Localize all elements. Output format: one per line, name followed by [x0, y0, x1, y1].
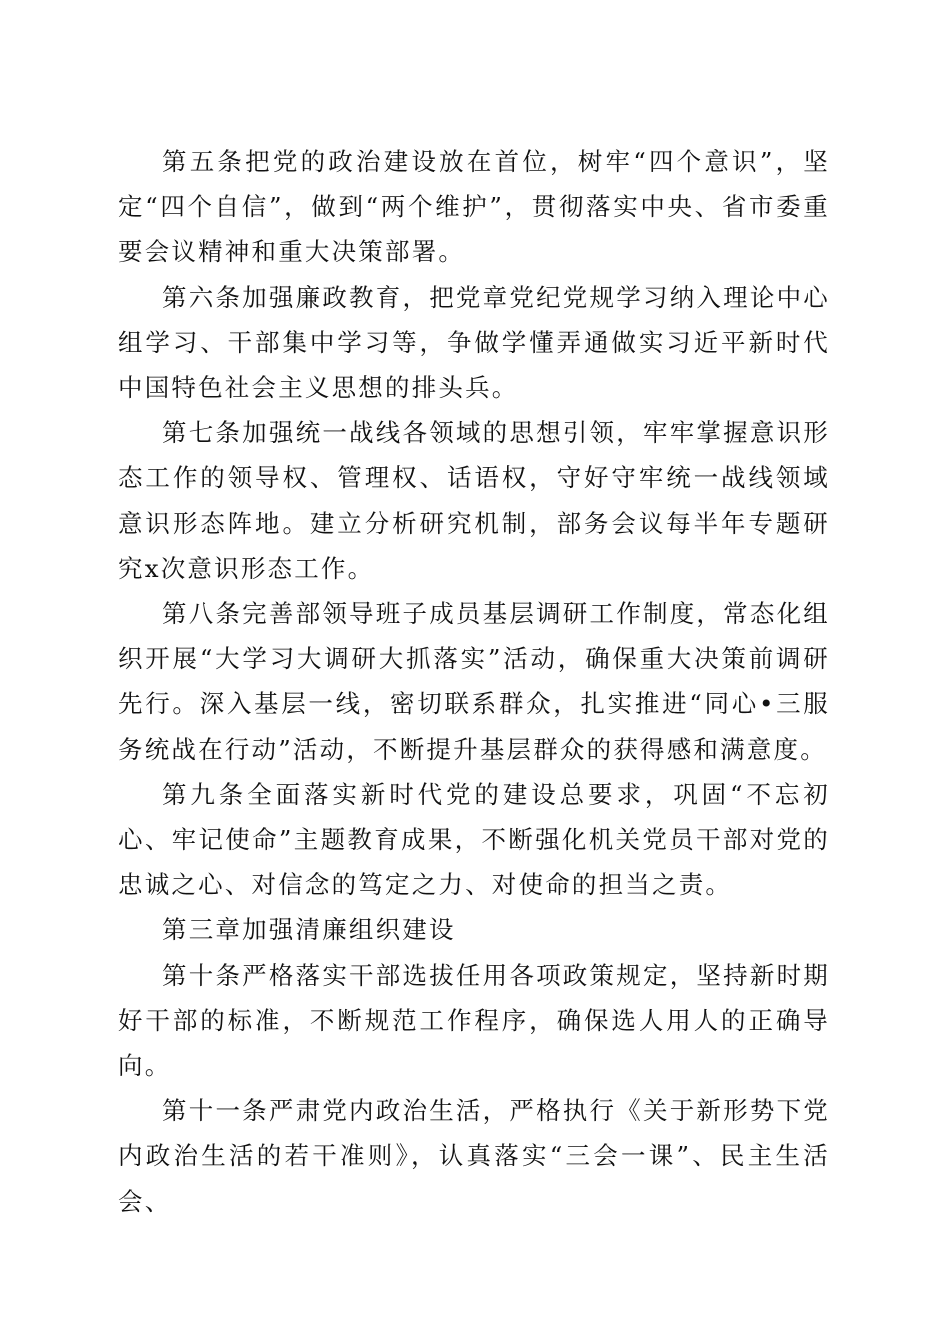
document-body [118, 139, 830, 1224]
article-9-paragraph: 第九条全面落实新时代党的建设总要求，巩固“不忘初心、牢记使命”主题教育成果，不断强化机关党员干部对党的忠诚之心、对信念的笃定之力、对使命的担当之责。 [118, 779, 830, 900]
article-5-paragraph: 第五条把党的政治建设放在首位，树牢“四个意识”，坚定“四个自信”，做到“两个维护”，贯彻落实中央、省市委重要会议精神和重大决策部署。 [118, 147, 830, 267]
article-11-paragraph: 第十一条严肃党内政治生活，严格执行《关于新形势下党内政治生活的若干准则》，认真落实“三会一课”、民主生活会、 [118, 1096, 830, 1216]
chapter-3-heading: 第三章加强清廉组织建设 [162, 915, 456, 945]
article-8-paragraph: 第八条完善部领导班子成员基层调研工作制度，常态化组织开展“大学习大调研大抓落实”活动，确保重大决策前调研先行。深入基层一线，密切联系群众，扎实推进“同心•三服务统战在行动”活动，不断提升基层群众的获得感和满意度。 [118, 599, 830, 764]
article-10-paragraph: 第十条严格落实干部选拔任用各项政策规定，坚持新时期好干部的标准，不断规范工作程序，确保选人用人的正确导向。 [118, 960, 830, 1081]
article-7-paragraph: 第七条加强统一战线各领域的思想引领，牢牢掌握意识形态工作的领导权、管理权、话语权，守好守牢统一战线领域意识形态阵地。建立分析研究机制，部务会议每半年专题研究x次意识形态工作。 [118, 418, 830, 583]
article-6-paragraph: 第六条加强廉政教育，把党章党纪党规学习纳入理论中心组学习、干部集中学习等，争做学懂弄通做实习近平新时代中国特色社会主义思想的排头兵。 [118, 282, 830, 403]
